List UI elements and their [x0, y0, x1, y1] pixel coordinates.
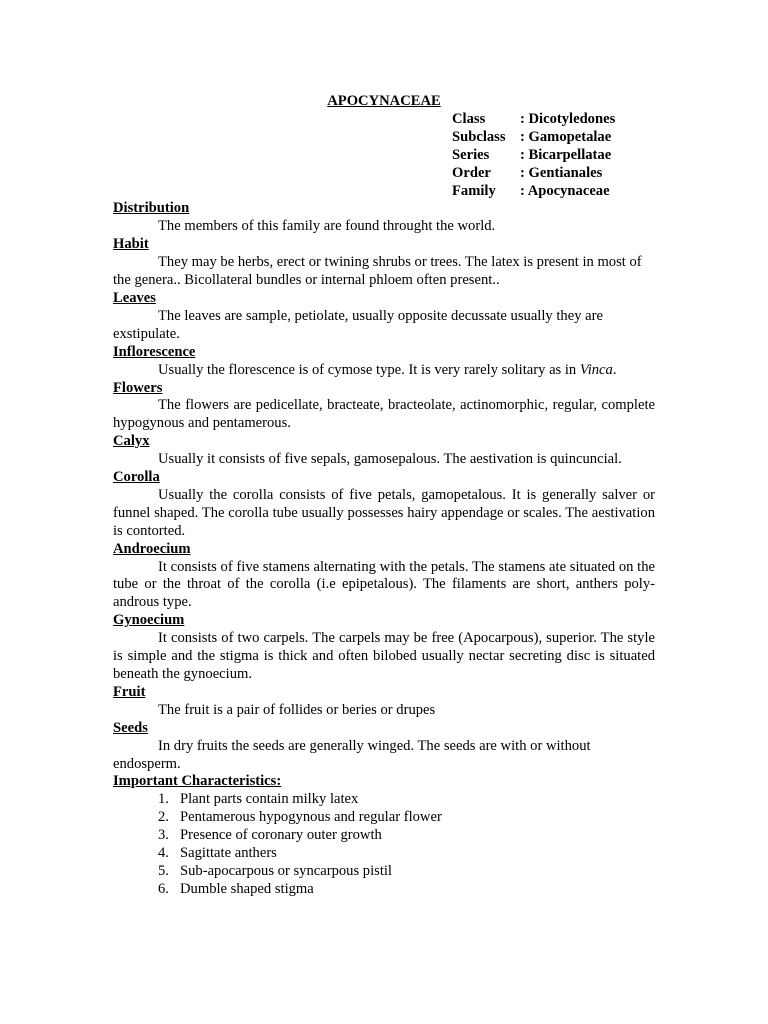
section-text-corolla: Usually the corolla consists of five petals, gamopetalous. It is generally salver or funnel shaped. The corolla tube usually possesses hairy appendage or scales. The aestivation is contorted. — [113, 486, 655, 539]
classification-table — [452, 111, 655, 201]
list-item — [158, 881, 655, 899]
list-item-text: Plant parts contain milky latex — [180, 791, 359, 808]
section-text-fruit: The fruit is a pair of follides or beries or drupes — [158, 701, 436, 718]
section-heading-corolla: Corolla — [113, 469, 160, 486]
classification-row-series — [452, 147, 655, 165]
section-text-inflorescence — [113, 362, 655, 380]
list-item — [158, 845, 655, 863]
list-item-number: 4. — [158, 845, 169, 862]
section-heading-inflorescence: Inflorescence — [113, 343, 196, 360]
section-heading-flowers: Flowers — [113, 379, 163, 396]
section-text-calyx: Usually it consists of five sepals, gamosepalous. The aestivation is quincuncial. — [158, 451, 622, 468]
list-item — [158, 791, 655, 809]
inflorescence-text-after: . — [612, 361, 617, 378]
classification-key: Order — [452, 164, 491, 181]
section-heading-habit: Habit — [113, 236, 149, 253]
important-characteristics-list — [113, 791, 655, 898]
list-item-number: 5. — [158, 862, 169, 879]
genus-name-vinca: Vinca — [579, 361, 613, 378]
classification-key: Subclass — [452, 128, 506, 145]
classification-value: : Apocynaceae — [520, 182, 610, 199]
section-heading-androecium: Androecium — [113, 540, 191, 557]
inflorescence-text-before: Usually the florescence is of cymose type. It is very rarely solitary as in — [158, 361, 580, 378]
section-text-seeds: In dry fruits the seeds are generally winged. The seeds are with or without endosperm. — [113, 737, 591, 772]
document-page — [113, 93, 655, 899]
list-item-text: Presence of coronary outer growth — [180, 827, 382, 844]
classification-row-family — [452, 183, 655, 201]
section-text-leaves: The leaves are sample, petiolate, usually opposite decussate usually they are exstipulate. — [113, 307, 603, 342]
classification-value: : Gentianales — [520, 164, 603, 181]
section-heading-gynoecium: Gynoecium — [113, 612, 185, 629]
list-item — [158, 809, 655, 827]
classification-row-order — [452, 165, 655, 183]
list-item-number: 2. — [158, 809, 169, 826]
list-item-number: 3. — [158, 827, 169, 844]
classification-value: : Dicotyledones — [520, 110, 616, 127]
classification-key: Family — [452, 182, 496, 199]
section-heading-seeds: Seeds — [113, 719, 148, 736]
section-text-habit: They may be herbs, erect or twining shrubs or trees. The latex is present in most of the genera.. Bicollateral bundles or internal phloem often present.. — [113, 254, 642, 289]
list-item-text: Sagittate anthers — [180, 845, 277, 862]
classification-value: : Gamopetalae — [520, 128, 612, 145]
section-text-distribution: The members of this family are found throught the world. — [158, 218, 496, 235]
section-heading-calyx: Calyx — [113, 433, 150, 450]
list-item-number: 6. — [158, 880, 169, 897]
section-text-androecium: It consists of five stamens alternating with the petals. The stamens ate situated on the tube or the throat of the corolla (i.e epipetalous). The filaments are short, anthers poly-androus type. — [113, 558, 655, 611]
classification-row-class — [452, 111, 655, 129]
document-title: APOCYNACEAE — [327, 93, 441, 109]
section-text-gynoecium: It consists of two carpels. The carpels may be free (Apocarpous), superior. The style is simple and the stigma is thick and often bilobed usually nectar secreting disc is situated beneath the gynoecium. — [113, 630, 655, 682]
list-item — [158, 827, 655, 845]
section-heading-distribution: Distribution — [113, 200, 190, 217]
list-item-text: Sub-apocarpous or syncarpous pistil — [180, 862, 392, 879]
list-item-text: Dumble shaped stigma — [180, 880, 314, 897]
list-item — [158, 863, 655, 881]
section-heading-leaves: Leaves — [113, 289, 156, 306]
classification-value: : Bicarpellatae — [520, 146, 612, 163]
classification-key: Series — [452, 146, 490, 163]
classification-key: Class — [452, 110, 486, 127]
list-item-number: 1. — [158, 791, 169, 808]
section-text-flowers: The flowers are pedicellate, bracteate, bracteolate, actinomorphic, regular, complete hypogynous and pentamerous. — [113, 397, 655, 432]
classification-row-subclass — [452, 129, 655, 147]
section-heading-fruit: Fruit — [113, 683, 146, 700]
list-item-text: Pentamerous hypogynous and regular flower — [180, 809, 442, 826]
section-heading-important-characteristics: Important Characteristics: — [113, 773, 282, 790]
